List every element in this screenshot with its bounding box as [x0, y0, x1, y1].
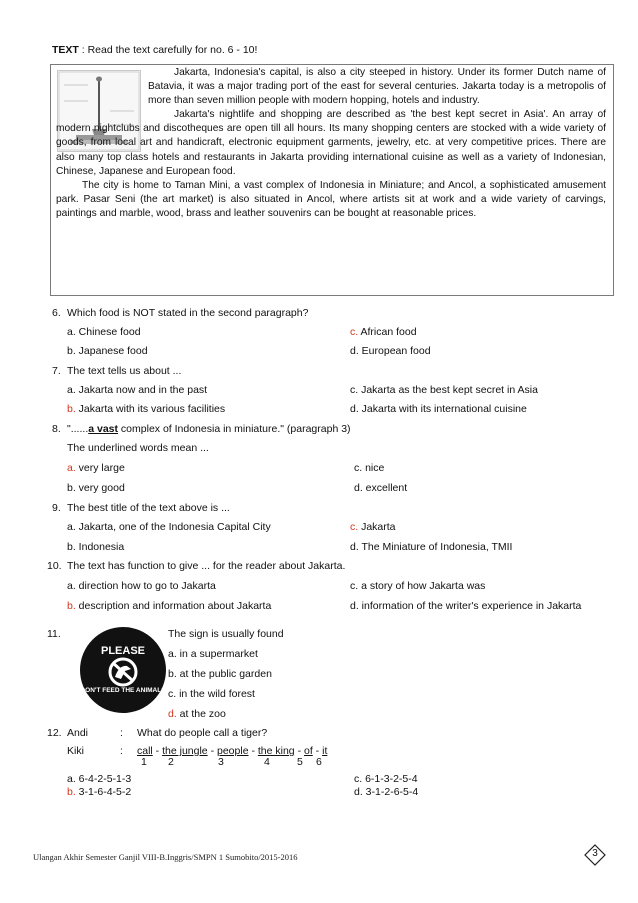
q6-option-d[interactable]: d. European food [350, 345, 431, 357]
reading-passage [56, 66, 606, 221]
question-9-number: 9. [52, 502, 61, 514]
q9-option-c[interactable]: c. Jakarta [350, 521, 396, 533]
colon-1: : [120, 727, 123, 739]
question-10-text: The text has function to give ... for the reader about Jakarta. [67, 560, 346, 572]
dont-feed-animals-sign [80, 627, 166, 713]
word-3: people [217, 745, 249, 757]
passage-paragraph-1: Jakarta, Indonesia's capital, is also a city steeped in history. Under its former Dutch name of Batavia, it was a major trading port of the east for several centuries. Jakarta today is a metropolis of more than seven million people with modern hopping, hotels and industry. [148, 67, 606, 107]
sign-please-text: PLEASE [100, 645, 145, 657]
word-number-4: 4 [264, 756, 270, 768]
q7-option-d[interactable]: d. Jakarta with its international cuisine [350, 403, 527, 415]
andi-line: What do people call a tiger? [137, 727, 268, 739]
q9-option-a[interactable]: a. Jakarta, one of the Indonesia Capital City [67, 521, 271, 533]
q6-option-c[interactable]: c. African food [350, 326, 417, 338]
q10-option-a[interactable]: a. direction how to go to Jakarta [67, 580, 216, 592]
question-7-number: 7. [52, 365, 61, 377]
q7-option-c[interactable]: c. Jakarta as the best kept secret in Asia [350, 384, 538, 396]
text-label: TEXT [52, 44, 79, 56]
no-feeding-hand-icon [105, 657, 141, 687]
instruction-line [52, 44, 257, 57]
word-1: call [137, 745, 153, 757]
word-2: the jungle [162, 745, 208, 757]
q11-option-a[interactable]: a. in a supermarket [168, 648, 258, 660]
word-number-3: 3 [218, 756, 224, 768]
q12-option-a[interactable]: a. 6-4-2-5-1-3 [67, 773, 132, 785]
word-number-1: 1 [141, 756, 147, 768]
q11-option-c[interactable]: c. in the wild forest [168, 688, 255, 700]
question-8-subtext: The underlined words mean ... [67, 442, 209, 454]
q7-option-b[interactable]: b. Jakarta with its various facilities [67, 403, 226, 415]
q12-option-b[interactable]: b. 3-1-6-4-5-2 [67, 786, 132, 798]
q10-option-b[interactable]: b. description and information about Jakarta [67, 600, 272, 612]
passage-paragraph-2: Jakarta's nightlife and shopping are described as 'the best kept secret in Asia'. An array of modern nightclubs and discotheques are open till all hours. Its many shopping centers are stocked with a wide variety of goods, from local art and handicraft, electronic equipment garments, jewelry, etc. at very competitive prices. There are also many top class hotels and restaurants in Jakarta providing international cuisine as well as a variety of Indonesian, Chinese, Japanese and European food. [56, 109, 606, 177]
q11-option-d[interactable]: d. at the zoo [168, 708, 226, 720]
speaker-kiki: Kiki [67, 745, 84, 757]
q8-option-b[interactable]: b. very good [67, 482, 125, 494]
q9-option-b[interactable]: b. Indonesia [67, 541, 125, 553]
word-number-2: 2 [168, 756, 174, 768]
passage-paragraph-3: The city is home to Taman Mini, a vast complex of Indonesia in Miniature; and Ancol, a sophisticated amusement park. Pasar Seni (the art market) is also situated in Ancol, where artists sit at work and a wide variety of carvings, paintings and marble, wood, brass and leather souvenirs can be bought at reasonable prices. [56, 179, 606, 219]
q6-option-b[interactable]: b. Japanese food [67, 345, 148, 357]
q10-option-d[interactable]: d. information of the writer's experience in Jakarta [350, 600, 582, 612]
word-4: the king [257, 745, 295, 757]
question-10-number: 10. [47, 560, 62, 572]
sign-dont-feed-text: DON'T FEED THE ANIMALS [80, 687, 166, 694]
q9-option-d[interactable]: d. The Miniature of Indonesia, TMII [350, 541, 513, 553]
q10-option-c[interactable]: c. a story of how Jakarta was [350, 580, 486, 592]
q8-option-a[interactable]: a. very large [67, 462, 125, 474]
question-11-text: The sign is usually found [168, 628, 284, 640]
q7-option-a[interactable]: a. Jakarta now and in the past [67, 384, 208, 396]
question-8-number: 8. [52, 423, 61, 435]
question-6-number: 6. [52, 307, 61, 319]
word-6: it [322, 745, 328, 757]
question-8-text: "......a vast complex of Indonesia in miniature." (paragraph 3) [67, 423, 351, 435]
question-12-number: 12. [47, 727, 62, 739]
question-11-number: 11. [47, 628, 61, 640]
colon-2: : [120, 745, 123, 757]
word-number-6: 6 [316, 756, 322, 768]
q6-option-a[interactable]: a. Chinese food [67, 326, 141, 338]
underlined-words: a vast [88, 423, 119, 435]
jumbled-words: call - the jungle - people - the king - of - it [137, 745, 328, 757]
question-7-text: The text tells us about ... [67, 365, 182, 377]
footer-text: Ulangan Akhir Semester Ganjil VIII-B.Inggris/SMPN 1 Sumobito/2015-2016 [33, 852, 298, 862]
q12-option-d[interactable]: d. 3-1-2-6-5-4 [354, 786, 419, 798]
question-6-text: Which food is NOT stated in the second paragraph? [67, 307, 309, 319]
question-9-text: The best title of the text above is ... [67, 502, 230, 514]
speaker-andi: Andi [67, 727, 89, 739]
q8-option-c[interactable]: c. nice [354, 462, 385, 474]
page-number: 3 [592, 848, 598, 859]
instruction-text: : Read the text carefully for no. 6 - 10! [78, 44, 258, 56]
word-5: of [304, 745, 313, 757]
page-number-badge [584, 844, 606, 866]
q12-option-c[interactable]: c. 6-1-3-2-5-4 [354, 773, 418, 785]
q8-option-d[interactable]: d. excellent [354, 482, 408, 494]
q11-option-b[interactable]: b. at the public garden [168, 668, 272, 680]
word-number-5: 5 [297, 756, 303, 768]
